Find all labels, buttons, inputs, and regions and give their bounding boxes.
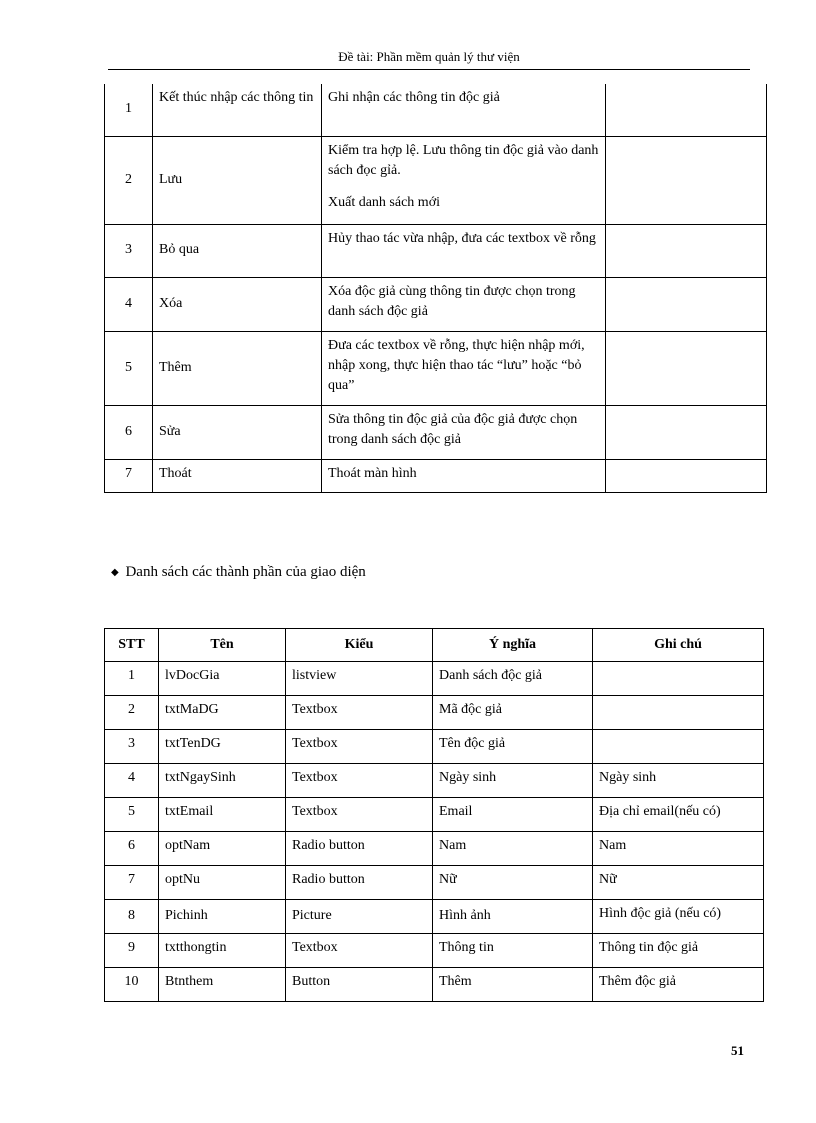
table-row — [105, 224, 767, 277]
action-name: Thoát — [153, 459, 322, 492]
action-name: Sửa — [153, 405, 322, 459]
table-row — [105, 730, 764, 764]
cell-name: optNam — [159, 832, 286, 866]
cell-stt: 7 — [105, 866, 159, 900]
cell-stt: 2 — [105, 696, 159, 730]
cell-type: Textbox — [286, 934, 433, 968]
row-number: 7 — [105, 459, 153, 492]
cell-type: listview — [286, 662, 433, 696]
row-number: 2 — [105, 136, 153, 224]
action-description: Hủy thao tác vừa nhập, đưa các textbox về rỗng — [322, 224, 606, 277]
table-row — [105, 832, 764, 866]
cell-note: Địa chỉ email(nếu có) — [593, 798, 764, 832]
action-note — [606, 277, 767, 331]
column-header-name: Tên — [159, 629, 286, 662]
column-header-type: Kiểu — [286, 629, 433, 662]
cell-note — [593, 730, 764, 764]
table-row — [105, 900, 764, 934]
cell-note: Ngày sinh — [593, 764, 764, 798]
row-number: 6 — [105, 405, 153, 459]
cell-name: txtNgaySinh — [159, 764, 286, 798]
cell-stt: 5 — [105, 798, 159, 832]
cell-type: Radio button — [286, 832, 433, 866]
cell-meaning: Nam — [433, 832, 593, 866]
cell-meaning: Ngày sinh — [433, 764, 593, 798]
table-row — [105, 136, 767, 224]
row-number: 4 — [105, 277, 153, 331]
action-description: Sửa thông tin độc giả của độc giả được chọn trong danh sách độc giả — [322, 405, 606, 459]
action-note — [606, 136, 767, 224]
table-row — [105, 968, 764, 1002]
cell-stt: 4 — [105, 764, 159, 798]
cell-type: Textbox — [286, 798, 433, 832]
cell-stt: 8 — [105, 900, 159, 934]
cell-meaning: Thông tin — [433, 934, 593, 968]
table-row — [105, 934, 764, 968]
cell-note — [593, 662, 764, 696]
cell-name: txtthongtin — [159, 934, 286, 968]
table-row — [105, 84, 767, 136]
action-description: Thoát màn hình — [322, 459, 606, 492]
cell-type: Textbox — [286, 696, 433, 730]
table-row — [105, 662, 764, 696]
table-row — [105, 459, 767, 492]
description-line: Kiểm tra hợp lệ. Lưu thông tin độc giả vào danh sách đọc gỉả. — [328, 142, 599, 178]
cell-note: Thêm độc giả — [593, 968, 764, 1002]
action-description: Ghi nhận các thông tin độc giả — [322, 84, 606, 136]
table-row — [105, 696, 764, 730]
cell-name: txtEmail — [159, 798, 286, 832]
action-description — [322, 136, 606, 224]
table-row — [105, 331, 767, 405]
page-number: 51 — [731, 1043, 744, 1058]
description-line: Xuất danh sách mới — [328, 194, 440, 210]
action-name: Lưu — [153, 136, 322, 224]
action-note — [606, 84, 767, 136]
table-row — [105, 764, 764, 798]
cell-meaning: Nữ — [433, 866, 593, 900]
action-note — [606, 331, 767, 405]
cell-type: Textbox — [286, 730, 433, 764]
cell-meaning: Tên độc giả — [433, 730, 593, 764]
action-name: Bỏ qua — [153, 224, 322, 277]
row-number: 3 — [105, 224, 153, 277]
action-description: Xóa độc giả cùng thông tin được chọn trong danh sách độc giả — [322, 277, 606, 331]
cell-note: Nữ — [593, 866, 764, 900]
cell-name: txtMaDG — [159, 696, 286, 730]
components-table — [104, 628, 764, 1002]
cell-name: txtTenDG — [159, 730, 286, 764]
cell-meaning: Mã độc giả — [433, 696, 593, 730]
diamond-bullet-icon: ◆ — [111, 567, 119, 578]
cell-meaning: Email — [433, 798, 593, 832]
cell-type: Textbox — [286, 764, 433, 798]
table-header-row — [105, 629, 764, 662]
cell-name: lvDocGia — [159, 662, 286, 696]
action-name: Kết thúc nhập các thông tin — [153, 84, 322, 136]
cell-meaning: Danh sách độc giả — [433, 662, 593, 696]
cell-meaning: Hình ảnh — [433, 900, 593, 934]
column-header-note: Ghi chú — [593, 629, 764, 662]
cell-stt: 9 — [105, 934, 159, 968]
page-header: Đề tài: Phần mềm quản lý thư viện — [338, 49, 520, 64]
cell-note: Hình độc giả (nếu có) — [593, 900, 764, 934]
cell-stt: 3 — [105, 730, 159, 764]
column-header-stt: STT — [105, 629, 159, 662]
cell-note — [593, 696, 764, 730]
header-rule — [108, 69, 750, 70]
cell-stt: 1 — [105, 662, 159, 696]
cell-type: Radio button — [286, 866, 433, 900]
action-description: Đưa các textbox về rỗng, thực hiện nhập mới, nhập xong, thực hiện thao tác “lưu” hoặc “bỏ qua” — [322, 331, 606, 405]
cell-name: Btnthem — [159, 968, 286, 1002]
cell-meaning: Thêm — [433, 968, 593, 1002]
cell-type: Button — [286, 968, 433, 1002]
action-name: Xóa — [153, 277, 322, 331]
table-row — [105, 798, 764, 832]
cell-stt: 6 — [105, 832, 159, 866]
cell-name: Pichinh — [159, 900, 286, 934]
cell-name: optNu — [159, 866, 286, 900]
section-heading — [111, 564, 366, 581]
action-note — [606, 459, 767, 492]
section-title: Danh sách các thành phần của giao diện — [125, 564, 366, 580]
table-row — [105, 405, 767, 459]
row-number: 1 — [105, 84, 153, 136]
cell-note: Nam — [593, 832, 764, 866]
action-note — [606, 224, 767, 277]
row-number: 5 — [105, 331, 153, 405]
cell-type: Picture — [286, 900, 433, 934]
cell-note: Thông tin độc giả — [593, 934, 764, 968]
actions-table — [104, 84, 767, 493]
table-row — [105, 866, 764, 900]
column-header-meaning: Ý nghĩa — [433, 629, 593, 662]
action-name: Thêm — [153, 331, 322, 405]
table-row — [105, 277, 767, 331]
action-note — [606, 405, 767, 459]
cell-stt: 10 — [105, 968, 159, 1002]
